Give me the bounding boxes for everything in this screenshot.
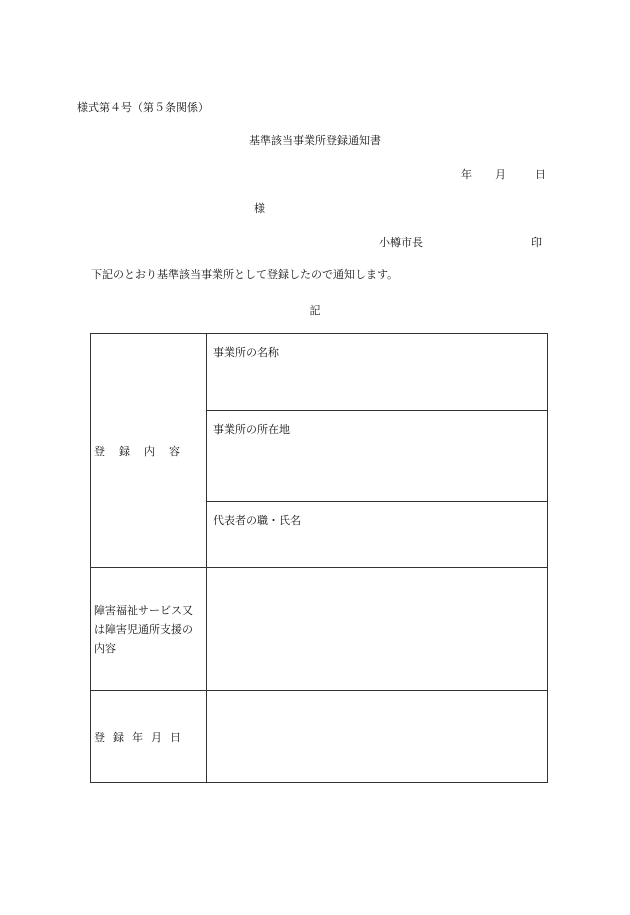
- representative-cell[interactable]: [207, 502, 548, 568]
- form-number: 様式第４号（第５条関係）: [77, 101, 209, 114]
- office-address-label: 事業所の所在地: [213, 423, 290, 436]
- issuer-name: 小樽市長: [379, 236, 423, 249]
- date-year-label: 年: [461, 168, 472, 181]
- ki-heading: 記: [309, 304, 321, 317]
- notice-body-text: 下記のとおり基準該当事業所として登録したので通知します。: [91, 268, 399, 281]
- registration-content-label: 登録内容: [94, 444, 194, 458]
- representative-label: 代表者の職・氏名: [213, 514, 301, 527]
- registration-content-label-cell: [91, 334, 207, 568]
- date-day-label: 日: [535, 168, 546, 181]
- registration-date-label-cell: [91, 691, 207, 783]
- service-content-label: 障害福祉サービス又は障害児通所支援の内容: [94, 603, 193, 655]
- registration-date-label: 登録年月日: [94, 730, 189, 744]
- office-name-cell[interactable]: [207, 334, 548, 411]
- registration-date-cell[interactable]: [207, 691, 548, 783]
- addressee-suffix: 様: [254, 202, 265, 215]
- office-name-label: 事業所の名称: [213, 346, 279, 359]
- document-title: 基準該当事業所登録通知書: [249, 134, 381, 147]
- office-address-cell[interactable]: [207, 411, 548, 502]
- seal-mark: 印: [531, 236, 542, 249]
- date-month-label: 月: [495, 168, 506, 181]
- registration-table: [90, 333, 548, 783]
- service-content-label-cell: [91, 568, 207, 691]
- service-content-cell[interactable]: [207, 568, 548, 691]
